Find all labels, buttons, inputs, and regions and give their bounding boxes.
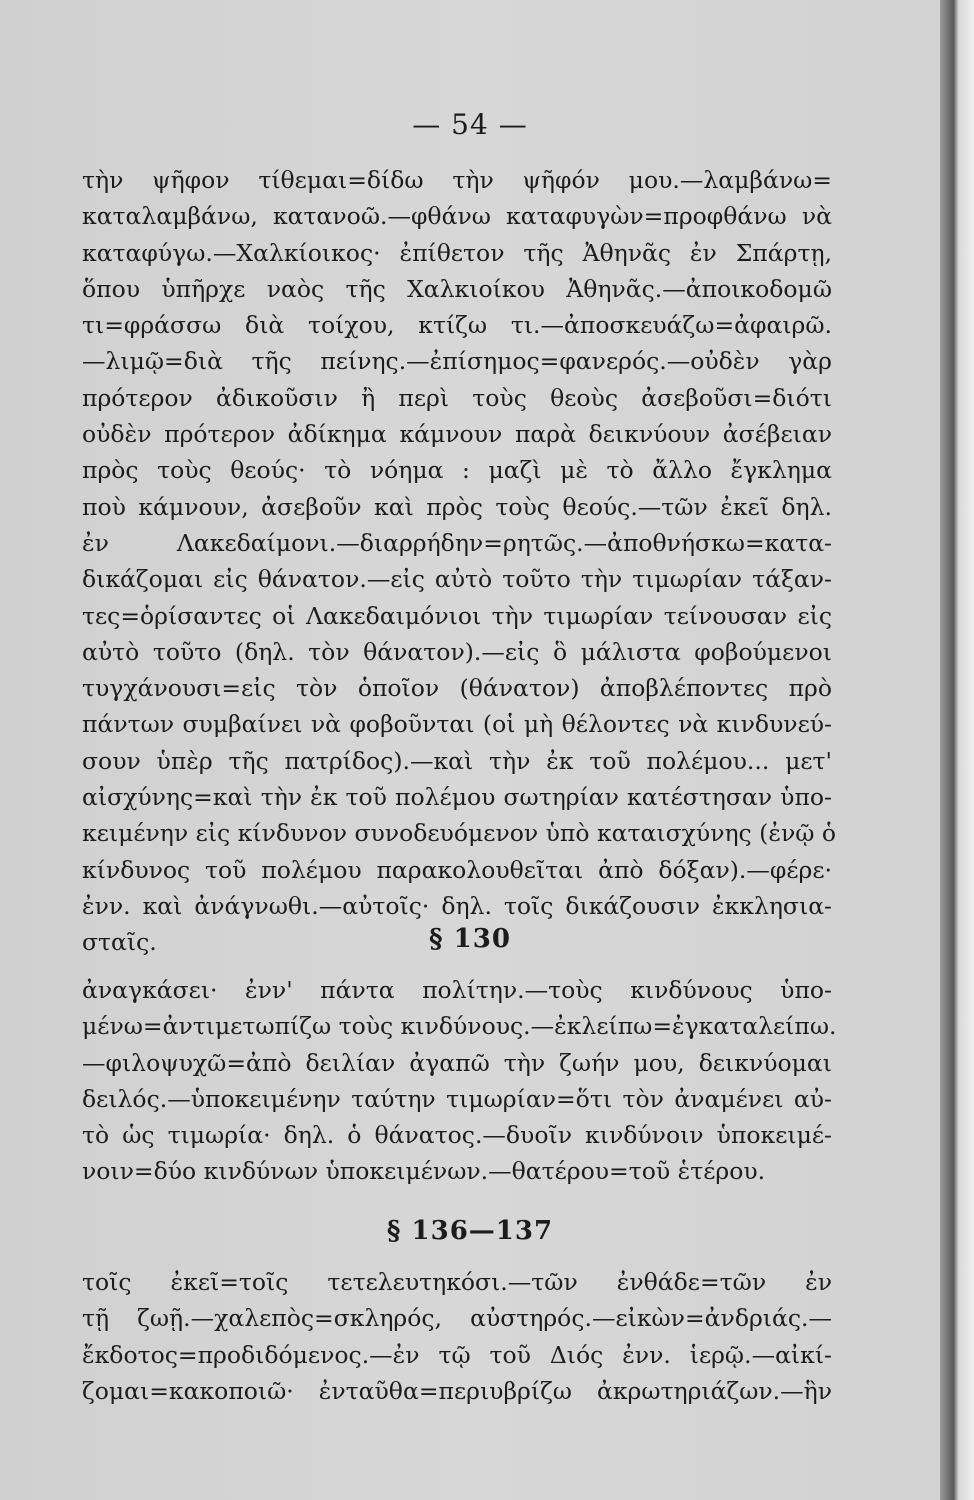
- text-line: τοῖς ἐκεῖ=τοῖς τετελευτηκόσι.—τῶν ἐνθάδε=τῶν ἐν: [82, 1268, 832, 1296]
- text-line: τῇ ζωῇ.—χαλεπὸς=σκληρός, αὐστηρός.—εἰκὼν=ἀνδριάς.—: [82, 1304, 832, 1333]
- text-line: —φιλοψυχῶ=ἀπὸ δειλίαν ἀγαπῶ τὴν ζωήν μου, δεικνύομαι: [82, 1048, 832, 1077]
- text-line: δικάζομαι εἰς θάνατον.—εἰς αὐτὸ τοῦτο τὴν τιμωρίαν τάξαν-: [82, 565, 832, 594]
- text-line: τὸ ὡς τιμωρία· δηλ. ὁ θάνατος.—δυοῖν κινδύνοιν ὑποκειμέ-: [82, 1121, 832, 1150]
- text-line: κειμένην εἰς κίνδυνον συνοδευόμενον ὑπὸ καταισχύνης (ἐνῷ ὁ: [82, 819, 837, 848]
- text-line: πάντων συμβαίνει νὰ φοβοῦνται (οἱ μὴ θέλοντες νὰ κινδυνεύ-: [82, 710, 832, 739]
- page-number: — 54 —: [412, 108, 528, 141]
- text-line: καταφύγω.—Χαλκίοικος· ἐπίθετον τῆς Ἀθηνᾶς ἐν Σπάρτῃ,: [82, 238, 832, 267]
- text-line: ἐν Λακεδαίμονι.—διαρρήδην=ρητῶς.—ἀποθνήσκω=κατα-: [82, 528, 832, 557]
- section-heading-130: § 130: [429, 924, 511, 954]
- commentary-section-130: [82, 972, 837, 1190]
- text-line: καταλαμβάνω, κατανοῶ.—φθάνω καταφυγὼν=προφθάνω νὰ: [82, 202, 832, 231]
- text-line: αἰσχύνης=καὶ τὴν ἐκ τοῦ πολέμου σωτηρίαν κατέστησαν ὑπο-: [82, 783, 832, 812]
- text-line: οὐδὲν πρότερον ἀδίκημα κάμνουν παρὰ δεικνύουν ἀσέβειαν: [82, 420, 832, 449]
- text-line: ἀναγκάσει· ἐνν' πάντα πολίτην.—τοὺς κινδύνους ὑπο-: [82, 976, 832, 1004]
- commentary-section-136-137: [82, 1264, 832, 1409]
- text-line: τυγχάνουσι=εἰς τὸν ὁποῖον (θάνατον) ἀποβλέποντες πρὸ: [82, 674, 832, 703]
- text-line: κίνδυνος τοῦ πολέμου παρακολουθεῖται ἀπὸ δόξαν).—φέρε·: [82, 855, 832, 884]
- text-line: τες=ὁρίσαντες οἱ Λακεδαιμόνιοι τὴν τιμωρίαν τείνουσαν εἰς: [82, 601, 832, 630]
- commentary-section-1: [82, 162, 837, 961]
- text-line: σταῖς.: [82, 928, 157, 957]
- text-line: ἐνν. καὶ ἀνάγνωθι.—αὐτοῖς· δηλ. τοῖς δικάζουσιν ἐκκλησια-: [82, 891, 832, 920]
- text-line: τι=φράσσω διὰ τοίχου, κτίζω τι.—ἀποσκευάζω=ἀφαιρῶ.: [82, 311, 832, 340]
- text-line: σουν ὑπὲρ τῆς πατρίδος).—καὶ τὴν ἐκ τοῦ πολέμου... μετ': [82, 746, 832, 775]
- text-line: μένω=ἀντιμετωπίζω τοὺς κινδύνους.—ἐκλείπω=ἐγκαταλείπω.: [82, 1012, 837, 1041]
- text-line: δειλός.—ὑποκειμένην ταύτην τιμωρίαν=ὅτι τὸν ἀναμένει αὐ-: [82, 1084, 832, 1113]
- text-line: ἔκδοτος=προδιδόμενος.—ἐν τῷ τοῦ Διός ἐνν. ἱερῷ.—αἰκί-: [82, 1340, 832, 1369]
- book-binding-edge: [940, 0, 974, 1500]
- text-line: πρότερον ἀδικοῦσιν ἢ περὶ τοὺς θεοὺς ἀσεβοῦσι=διότι: [82, 383, 832, 412]
- text-line: τὴν ψῆφον τίθεμαι=δίδω τὴν ψῆφόν μου.—λαμβάνω=: [82, 166, 832, 194]
- text-line: ποὺ κάμνουν, ἀσεβοῦν καὶ πρὸς τοὺς θεούς.—τῶν ἐκεῖ δηλ.: [82, 492, 832, 521]
- text-line: νοιν=δύο κινδύνων ὑποκειμένων.—θατέρου=τοῦ ἑτέρου.: [82, 1157, 766, 1186]
- text-line: αὐτὸ τοῦτο (δηλ. τὸν θάνατον).—εἰς ὃ μάλιστα φοβούμενοι: [82, 637, 832, 666]
- text-line: ζομαι=κακοποιῶ· ἐνταῦθα=περιυβρίζω ἀκρωτηριάζων.—ἣν: [82, 1376, 832, 1405]
- text-line: πρὸς τοὺς θεούς· τὸ νόημα : μαζὶ μὲ τὸ ἄλλο ἔγκλημα: [82, 456, 832, 485]
- text-line: ὅπου ὑπῆρχε ναὸς τῆς Χαλκιοίκου Ἀθηνᾶς.—ἀποικοδομῶ: [82, 274, 832, 303]
- section-heading-136-137: § 136—137: [386, 1216, 554, 1246]
- text-line: —λιμῷ=διὰ τῆς πείνης.—ἐπίσημος=φανερός.—οὐδὲν γὰρ: [82, 347, 832, 376]
